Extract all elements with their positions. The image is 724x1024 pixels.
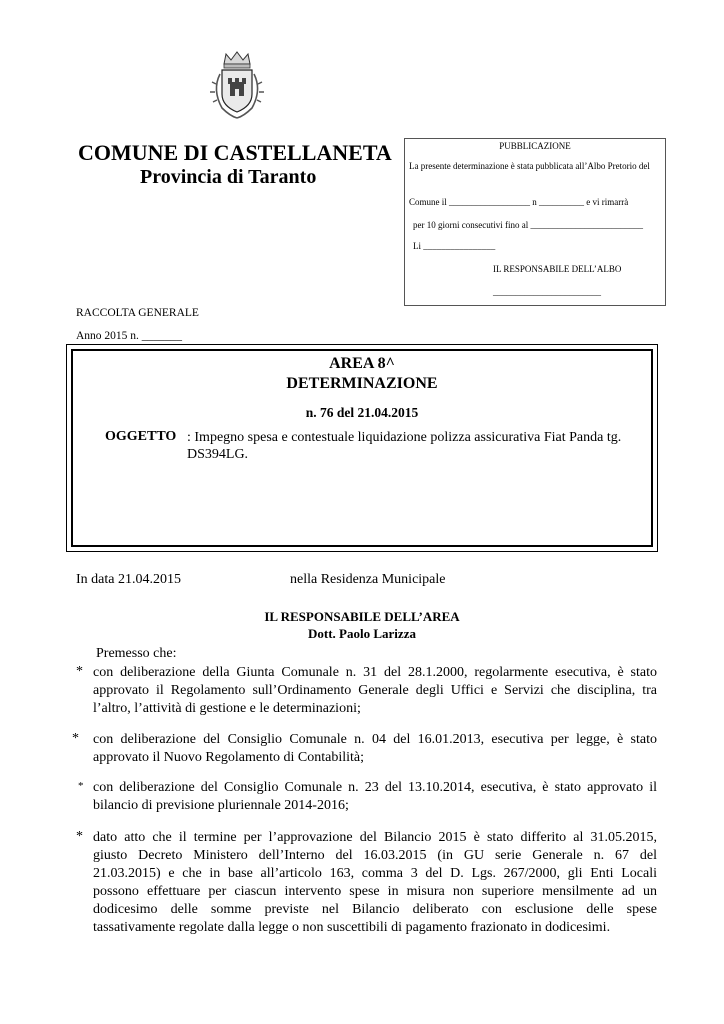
determination-inner-frame — [71, 349, 653, 547]
paragraph-4-line-2: giusto Decreto Ministero dell’Interno del 16.03.2015 (in GU serie Generale n. 67 del — [93, 848, 657, 863]
paragraph-4-line-4: possono effettuare per ciascun intervento spese in misura non superiore mensilmente ad un — [93, 884, 657, 899]
determination-number-date: n. 76 del 21.04.2015 — [305, 405, 419, 420]
responsible-title: IL RESPONSABILE DELL’AREA — [264, 609, 460, 624]
paragraph-1-line-3: l’altro, l’attività di gestione e le determinazioni; — [93, 701, 361, 716]
paragraph-1-line-1: con deliberazione della Giunta Comunale n. 31 del 28.1.2000, regolarmente esecutiva, è stato — [93, 665, 657, 680]
publication-box — [404, 138, 666, 306]
municipal-coat-of-arms-icon — [208, 50, 266, 122]
publication-date-line: Li ________________ — [413, 241, 496, 251]
province-name: Provincia di Taranto — [140, 166, 317, 188]
in-data: In data 21.04.2015 — [76, 572, 181, 587]
paragraph-3-line-1: con deliberazione del Consiglio Comunale n. 23 del 13.10.2014, esecutiva, è stato approvato il — [93, 780, 657, 795]
paragraph-3 — [93, 779, 657, 815]
paragraph-1 — [93, 664, 657, 718]
paragraph-1-line-2: approvato il Regolamento sull’Ordinamento Generale degli Uffici e Servizi che disciplina, tra — [93, 683, 657, 698]
paragraph-4-line-5: dodicesimo delle somme previste nel Bilancio deliberato con esclusione delle spese — [93, 902, 657, 917]
paragraph-2-line-1: con deliberazione del Consiglio Comunale n. 04 del 16.01.2013, esecutiva per legge, è stato — [93, 732, 657, 747]
oggetto-text: : Impegno spesa e contestuale liquidazione polizza assicurativa Fiat Panda tg. DS394LG. — [187, 430, 622, 462]
bullet-3: * — [78, 780, 84, 792]
registry-anno: Anno 2015 n. _______ — [76, 330, 183, 342]
paragraph-4-line-3: 21.03.2015) e che in base all’articolo 163, comma 3 del D. Lgs. 267/2000, gli Enti Locali — [93, 866, 657, 881]
oggetto-label: OGGETTO — [105, 429, 177, 444]
determination-area: AREA 8^ — [329, 355, 395, 372]
paragraph-2 — [93, 731, 657, 767]
paragraph-4-line-1: dato atto che il termine per l’approvazione del Bilancio 2015 è stato differito al 31.05.2015, — [93, 830, 657, 845]
determination-box — [66, 344, 658, 552]
paragraph-4 — [93, 829, 657, 937]
paragraph-4-line-6: tassativamente regolate dalla legge o non suscettibili di pagamento frazionato in dodicesimi. — [93, 920, 611, 935]
publication-comune-line: Comune il __________________ n __________ e vi rimarrà — [409, 197, 629, 207]
premesso-heading: Premesso che: — [96, 646, 177, 661]
publication-text: La presente determinazione è stata pubblicata all’Albo Pretorio del — [409, 161, 650, 171]
determination-title: DETERMINAZIONE — [286, 375, 438, 392]
paragraph-2-line-2: approvato il Nuovo Regolamento di Contabilità; — [93, 750, 365, 765]
municipality-name: COMUNE DI CASTELLANETA — [78, 140, 392, 165]
publication-responsible: IL RESPONSABILE DELL’ALBO — [493, 264, 622, 274]
bullet-4: * — [76, 829, 83, 844]
responsible-name: Dott. Paolo Larizza — [308, 626, 416, 641]
publication-title: PUBBLICAZIONE — [499, 141, 571, 151]
residenza-municipale: nella Residenza Municipale — [290, 572, 446, 587]
bullet-1: * — [76, 664, 83, 679]
paragraph-3-line-2: bilancio di previsione pluriennale 2014-2016; — [93, 798, 349, 813]
publication-signature-line: ________________________ — [493, 287, 601, 297]
bullet-2: * — [72, 731, 79, 746]
publication-days-line: per 10 giorni consecutivi fino al _________________________ — [413, 220, 643, 230]
registry-raccolta: RACCOLTA GENERALE — [76, 307, 199, 319]
